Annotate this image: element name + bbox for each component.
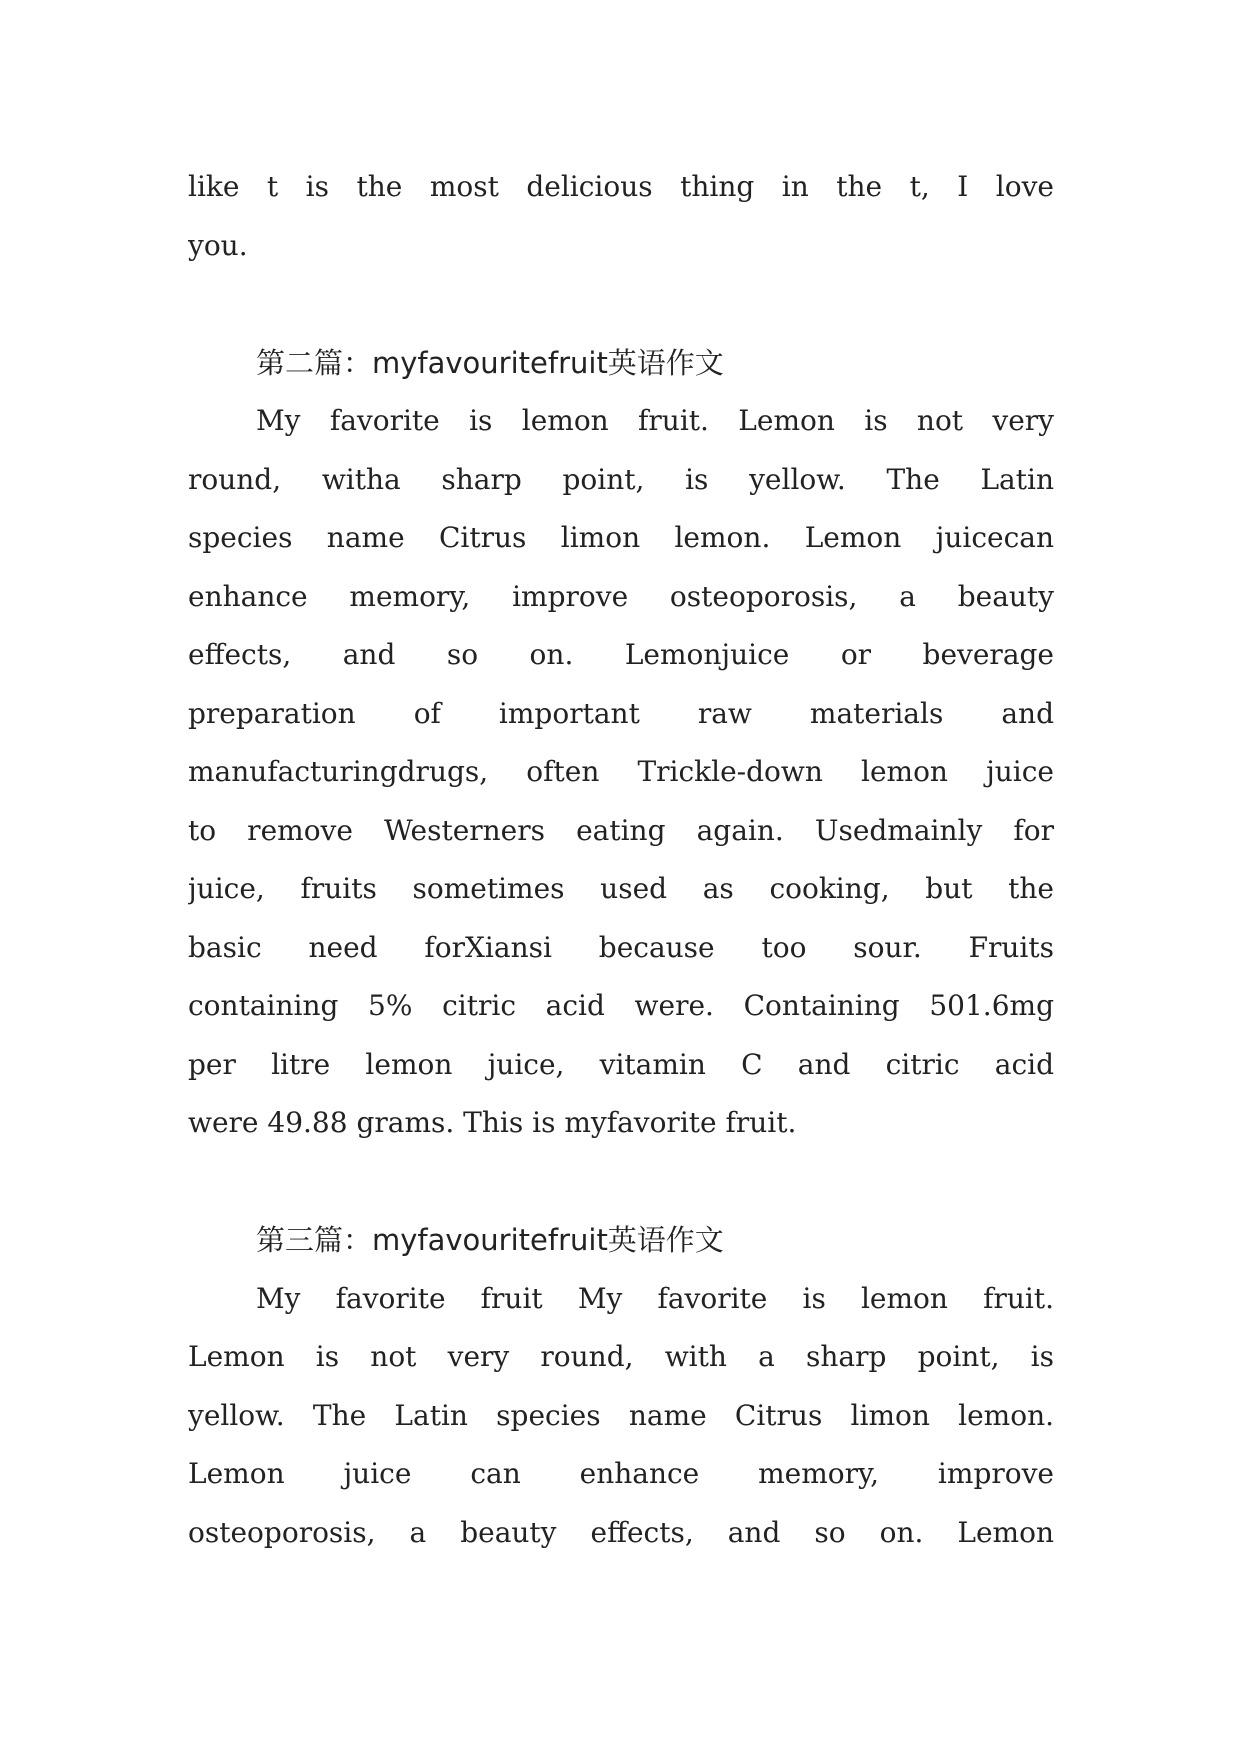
fragment-paragraph — [188, 158, 1054, 275]
text-line: Lemon is not very round, with a sharp point, is — [188, 1340, 1054, 1373]
paragraph-gap — [188, 275, 1054, 334]
text-line: species name Citrus limon lemon. Lemon juicecan — [188, 521, 1054, 554]
section-2-paragraph — [188, 392, 1054, 1153]
section-3-paragraph — [188, 1270, 1054, 1563]
text-line: like t is the most delicious thing in the t, I love — [188, 170, 1054, 203]
text-line: My favorite fruit My favorite is lemon fruit. — [256, 1281, 1054, 1315]
text-line: manufacturingdrugs, often Trickle-down lemon juice — [188, 755, 1054, 788]
text-line: My favorite is lemon fruit. Lemon is not very — [256, 404, 1054, 437]
text-line: juice, fruits sometimes used as cooking, but the — [188, 872, 1054, 905]
text-line: Lemon juice can enhance memory, improve — [188, 1457, 1054, 1490]
paragraph-gap — [188, 1153, 1054, 1212]
text-line: effects, and so on. Lemonjuice or beverage — [188, 638, 1054, 671]
text-line: containing 5% citric acid were. Containing 501.6mg — [188, 989, 1054, 1022]
text-line: enhance memory, improve osteoporosis, a beauty — [188, 579, 1054, 613]
text-line: round, witha sharp point, is yellow. The Latin — [188, 462, 1054, 496]
text-line: basic need forXiansi because too sour. Fruits — [188, 930, 1054, 964]
text-line: you. — [188, 228, 248, 262]
text-line: to remove Westerners eating again. Usedmainly for — [188, 813, 1054, 847]
text-line: osteoporosis, a beauty effects, and so on. Lemon — [188, 1515, 1054, 1549]
section-heading-3: 第三篇：myfavouritefruit英语作文 — [256, 1223, 724, 1257]
document-body — [188, 158, 1054, 1562]
section-heading-2: 第二篇：myfavouritefruit英语作文 — [256, 345, 724, 380]
text-line: yellow. The Latin species name Citrus limon lemon. — [188, 1398, 1054, 1432]
text-line: preparation of important raw materials and — [188, 696, 1054, 730]
text-line: per litre lemon juice, vitamin C and citric acid — [188, 1047, 1054, 1081]
text-line: were 49.88 grams. This is myfavorite fruit. — [188, 1106, 797, 1139]
